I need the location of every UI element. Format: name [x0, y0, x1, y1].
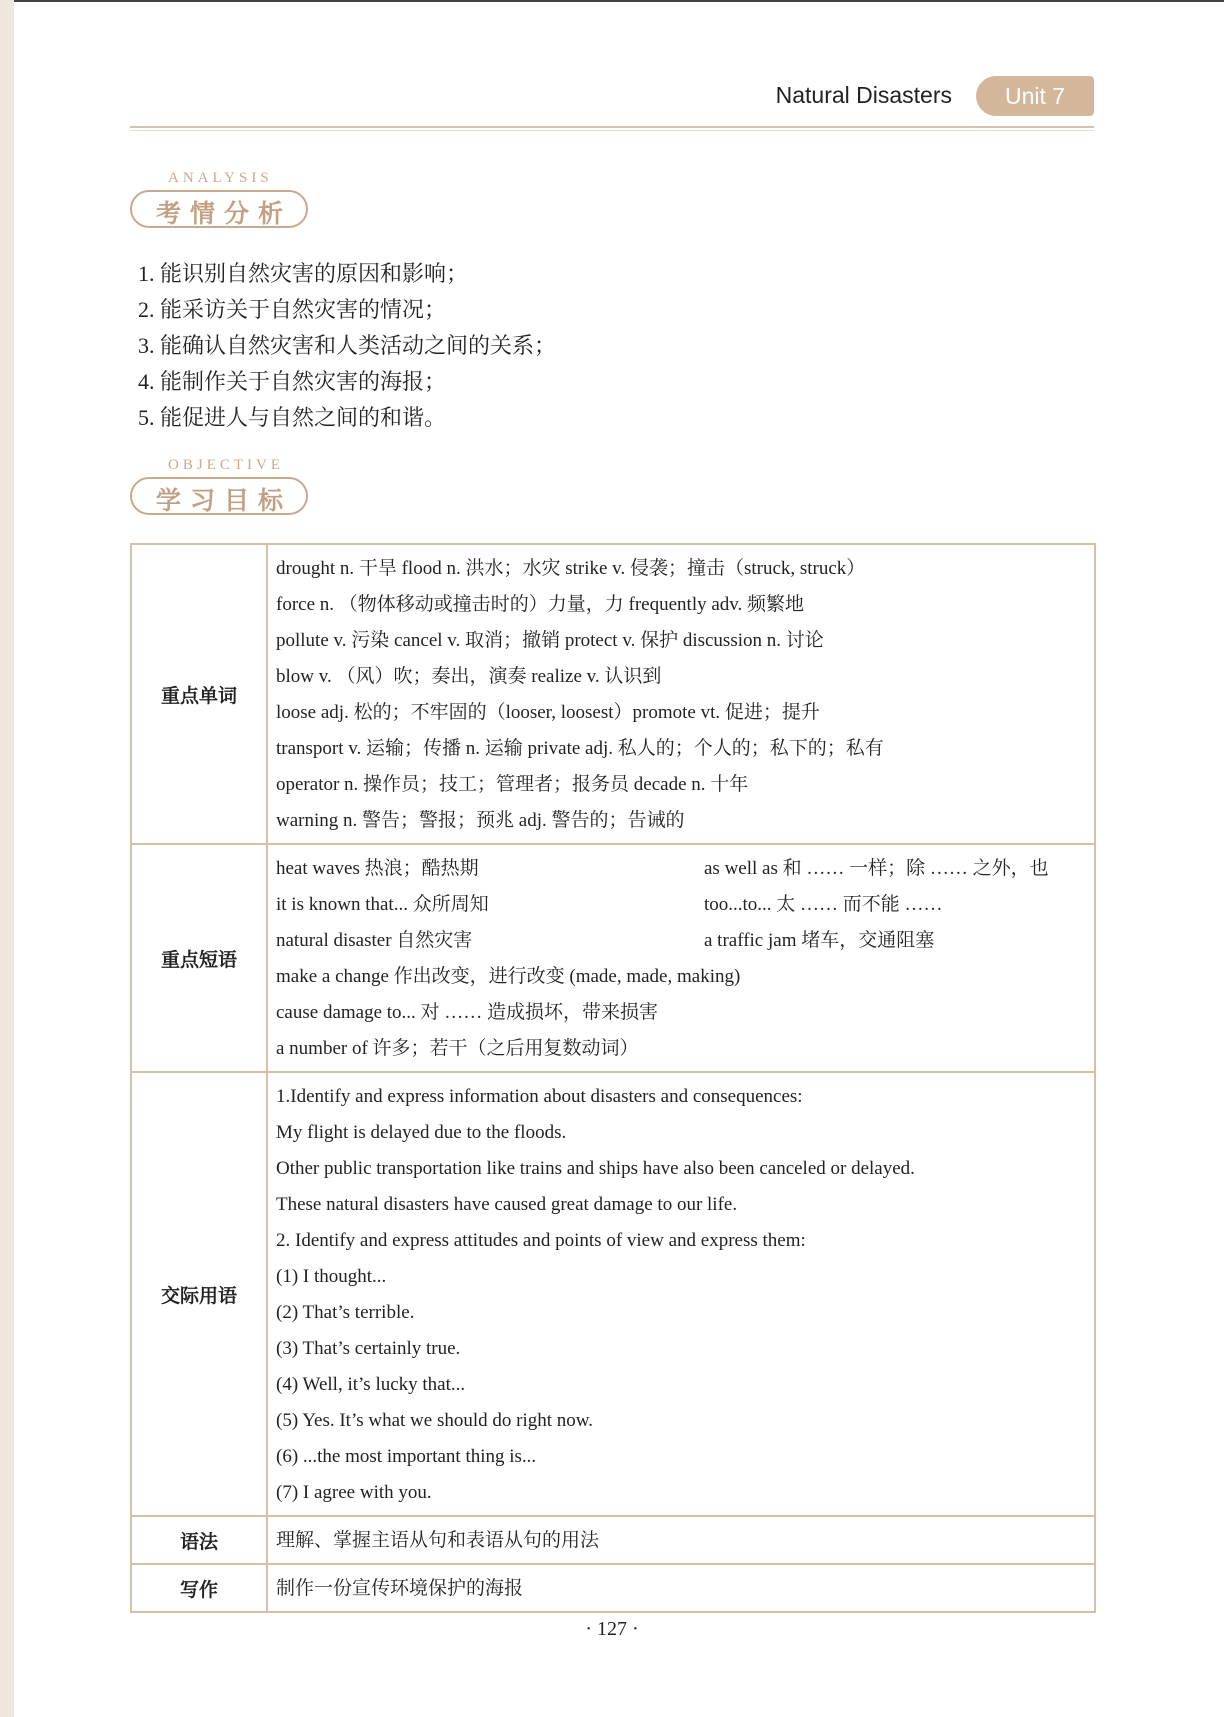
vocabulary-line: operator n. 操作员；技工；管理者；报务员 decade n. 十年 [276, 774, 749, 795]
table-row-communication [131, 1072, 1095, 1516]
analysis-heading-english: ANALYSIS [168, 170, 273, 186]
communication-line: Other public transportation like trains and ships have also been canceled or delayed. [276, 1158, 915, 1179]
writing-text: 制作一份宣传环境保护的海报 [276, 1578, 524, 1599]
vocabulary-label: 重点单词 [131, 544, 267, 844]
vocabulary-line: drought n. 干旱 flood n. 洪水；水灾 strike v. 侵袭；撞击（struck, struck） [276, 558, 866, 579]
page-edge-shadow [0, 0, 14, 1717]
communication-line: (4) Well, it’s lucky that... [276, 1374, 466, 1395]
phrase-left: it is known that... 众所周知 [276, 894, 489, 915]
phrase-line [276, 1031, 1094, 1067]
vocabulary-line: pollute v. 污染 cancel v. 取消；撤销 protect v. 保护 discussion n. 讨论 [276, 630, 824, 651]
unit-badge: Unit 7 [976, 76, 1094, 116]
communication-line: 1.Identify and express information about disasters and consequences: [276, 1086, 803, 1107]
phrase-right: as well as 和 …… 一样；除 …… 之外，也 [704, 858, 1049, 879]
page-number: · 127 · [585, 1618, 639, 1640]
page-top-border [0, 0, 1224, 2]
phrase-left: heat waves 热浪；酷热期 [276, 858, 479, 879]
table-row-grammar [131, 1516, 1095, 1564]
objective-heading [130, 457, 320, 527]
communication-label: 交际用语 [131, 1072, 267, 1516]
vocabulary-line: warning n. 警告；警报；预兆 adj. 警告的；告诫的 [276, 810, 685, 831]
writing-cell [267, 1564, 1095, 1612]
communication-line: (6) ...the most important thing is... [276, 1446, 537, 1467]
grammar-cell [267, 1516, 1095, 1564]
vocabulary-line: force n. （物体移动或撞击时的）力量，力 frequently adv. 频繁地 [276, 594, 805, 615]
vocabulary-line: blow v. （风）吹；奏出，演奏 realize v. 认识到 [276, 666, 662, 687]
objective-heading-chinese: 学习目标 [156, 486, 293, 515]
phrase-line [276, 995, 1094, 1031]
phrase-line [276, 923, 1094, 959]
communication-line: (1) I thought... [276, 1266, 387, 1287]
communication-line: My flight is delayed due to the floods. [276, 1122, 567, 1143]
page-header [130, 74, 1094, 130]
phrase-right: a traffic jam 堵车，交通阻塞 [704, 930, 935, 951]
communication-line: (2) That’s terrible. [276, 1302, 415, 1323]
phrases-label: 重点短语 [131, 844, 267, 1072]
communication-line: (7) I agree with you. [276, 1482, 432, 1503]
table-row-vocabulary [131, 544, 1095, 844]
phrase-right: too...to... 太 …… 而不能 …… [704, 894, 943, 915]
grammar-label: 语法 [131, 1516, 267, 1564]
vocabulary-cell [267, 544, 1095, 844]
analysis-list [138, 256, 556, 436]
communication-cell [267, 1072, 1095, 1516]
analysis-heading-chinese: 考情分析 [156, 199, 293, 228]
table-row-phrases [131, 844, 1095, 1072]
objectives-table [130, 543, 1096, 1613]
phrase-line [276, 887, 1094, 923]
phrase-left: natural disaster 自然灾害 [276, 930, 473, 951]
chapter-title: Natural Disasters [775, 82, 952, 108]
vocabulary-line: loose adj. 松的；不牢固的（looser, loosest）promote vt. 促进；提升 [276, 702, 820, 723]
header-rule-secondary [130, 130, 1094, 131]
objective-heading-english: OBJECTIVE [168, 457, 284, 473]
communication-line: (3) That’s certainly true. [276, 1338, 461, 1359]
analysis-heading [130, 170, 320, 240]
phrases-cell [267, 844, 1095, 1072]
phrase-left: make a change 作出改变，进行改变 (made, made, making) [276, 966, 741, 987]
communication-line: (5) Yes. It’s what we should do right now. [276, 1410, 594, 1431]
phrase-left: a number of 许多；若干（之后用复数动词） [276, 1038, 639, 1059]
vocabulary-line: transport v. 运输；传播 n. 运输 private adj. 私人的；个人的；私下的；私有 [276, 738, 884, 759]
phrase-left: cause damage to... 对 …… 造成损坏，带来损害 [276, 1002, 659, 1023]
communication-line: These natural disasters have caused great damage to our life. [276, 1194, 738, 1215]
analysis-item: 4. 能制作关于自然灾害的海报； [138, 369, 447, 394]
writing-label: 写作 [131, 1564, 267, 1612]
analysis-item: 3. 能确认自然灾害和人类活动之间的关系； [138, 333, 557, 358]
phrase-line [276, 959, 1094, 995]
phrase-line [276, 851, 1094, 887]
table-row-writing [131, 1564, 1095, 1612]
analysis-item: 2. 能采访关于自然灾害的情况； [138, 297, 447, 322]
communication-line: 2. Identify and express attitudes and points of view and express them: [276, 1230, 806, 1251]
header-rule [130, 126, 1094, 128]
analysis-item: 5. 能促进人与自然之间的和谐。 [138, 405, 447, 430]
analysis-item: 1. 能识别自然灾害的原因和影响； [138, 261, 469, 286]
grammar-text: 理解、掌握主语从句和表语从句的用法 [276, 1530, 600, 1551]
